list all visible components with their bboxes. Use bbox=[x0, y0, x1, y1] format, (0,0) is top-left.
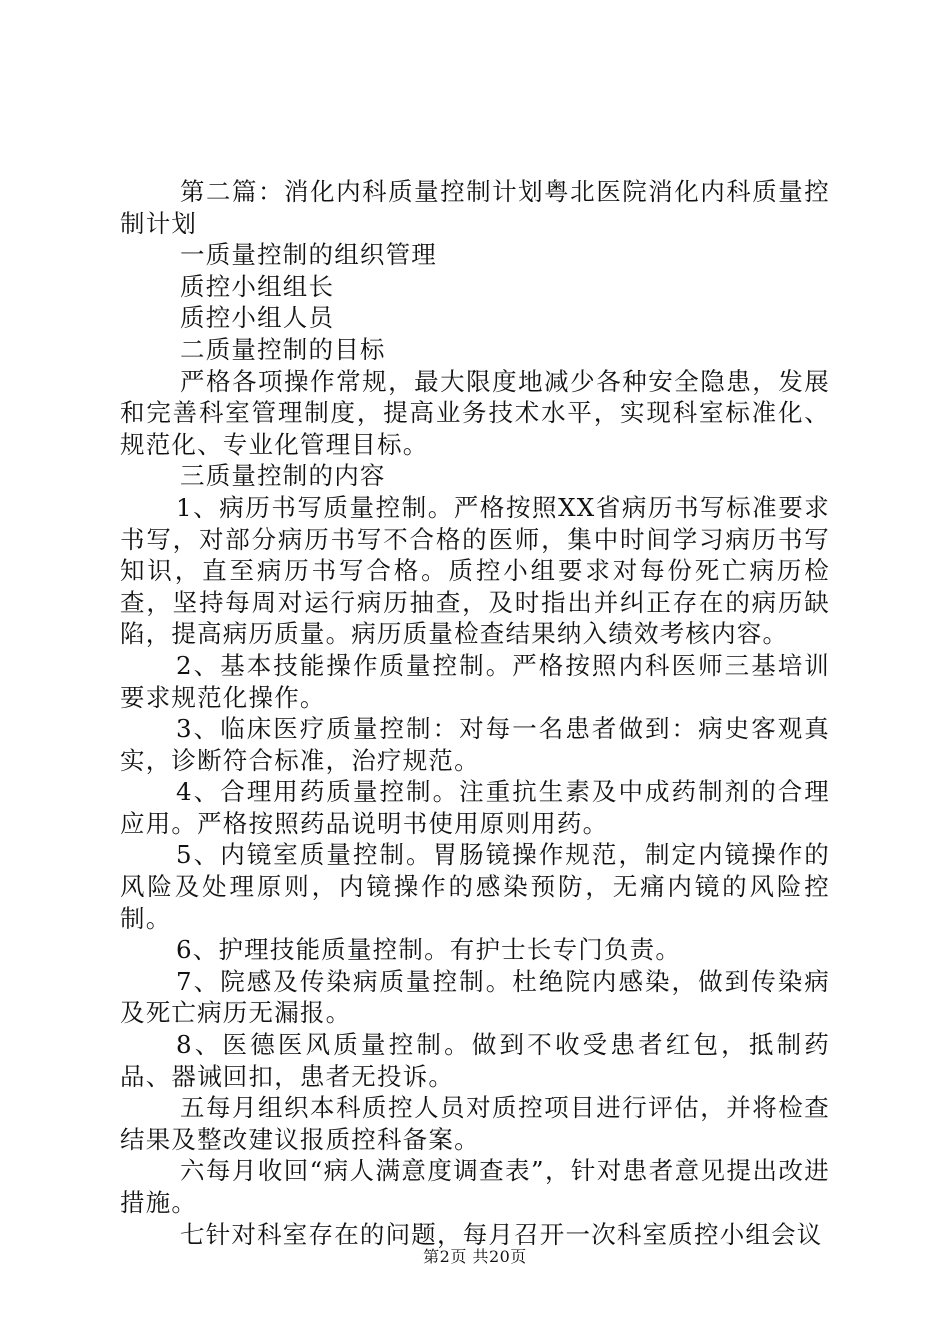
section-heading: 第二篇：消化内科质量控制计划粤北医院消化内科质量控制计划 bbox=[120, 177, 830, 238]
paragraph: 二质量控制的目标 bbox=[180, 334, 386, 364]
paragraph: 5、内镜室质量控制。胃肠镜操作规范，制定内镜操作的风险及处理原则，内镜操作的感染预防，无痛内镜的风险控制。 bbox=[120, 840, 830, 933]
paragraph: 6、护理技能质量控制。有护士长专门负责。 bbox=[176, 935, 682, 965]
document-body bbox=[120, 176, 830, 1250]
paragraph: 三质量控制的内容 bbox=[180, 461, 386, 491]
paragraph: 一质量控制的组织管理 bbox=[180, 240, 437, 270]
paragraph: 质控小组组长 bbox=[180, 271, 335, 301]
paragraph: 六每月收回“病人满意度调查表”，针对患者意见提出改进措施。 bbox=[120, 1156, 830, 1217]
paragraph: 五每月组织本科质控人员对质控项目进行评估，并将检查结果及整改建议报质控科备案。 bbox=[120, 1093, 830, 1154]
paragraph: 七针对科室存在的问题，每月召开一次科室质控小组会议 bbox=[180, 1219, 823, 1249]
paragraph: 1、病历书写质量控制。严格按照XX省病历书写标准要求书写，对部分病历书写不合格的医师，集中时间学习病历书写知识，直至病历书写合格。质控小组要求对每份死亡病历检查，坚持每周对运行病历抽查，及时指出并纠正存在的病历缺陷，提高病历质量。病历质量检查结果纳入绩效考核内容。 bbox=[120, 492, 830, 649]
paragraph: 质控小组人员 bbox=[180, 303, 335, 333]
paragraph: 3、临床医疗质量控制：对每一名患者做到：病史客观真实，诊断符合标准，治疗规范。 bbox=[120, 714, 830, 775]
paragraph: 2、基本技能操作质量控制。严格按照内科医师三基培训要求规范化操作。 bbox=[120, 650, 830, 712]
page-number-footer: 第2页 共20页 bbox=[423, 1247, 527, 1266]
paragraph: 严格各项操作常规，最大限度地减少各种安全隐患，发展和完善科室管理制度，提高业务技术水平，实现科室标准化、规范化、专业化管理目标。 bbox=[120, 366, 830, 459]
paragraph: 4、合理用药质量控制。注重抗生素及中成药制剂的合理应用。严格按照药品说明书使用原则用药。 bbox=[120, 777, 830, 838]
paragraph: 8、医德医风质量控制。做到不收受患者红包，抵制药品、器诫回扣，患者无投诉。 bbox=[120, 1030, 830, 1091]
paragraph: 7、院感及传染病质量控制。杜绝院内感染，做到传染病及死亡病历无漏报。 bbox=[120, 966, 830, 1028]
